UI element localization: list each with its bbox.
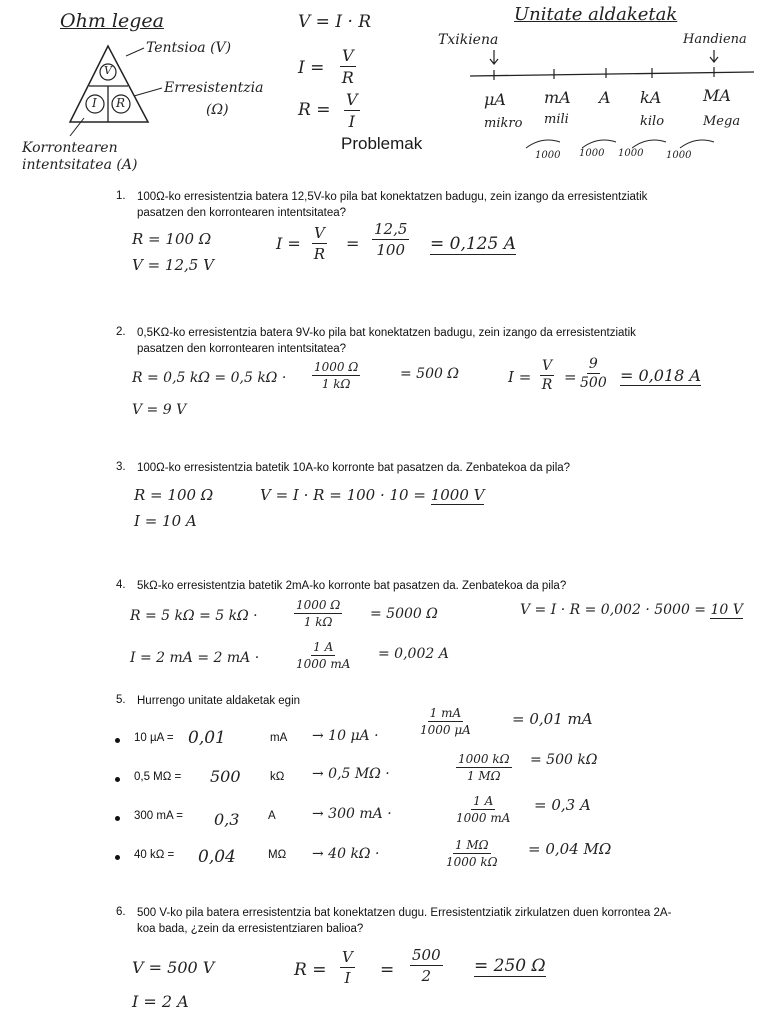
formula-i-den: R	[341, 68, 354, 87]
problem-5-item-3-answer: 0,3	[214, 810, 240, 829]
formula-i-lhs: I =	[298, 58, 325, 78]
problem-1-frac-1-den: R	[313, 245, 326, 263]
problem-5-item-4-frac-den: 1000 kΩ	[446, 855, 498, 869]
units-scale-line	[470, 50, 760, 90]
problem-5-item-1-work: → 10 μA ·	[312, 728, 379, 744]
prefix-kilo: kilo	[640, 114, 665, 129]
problem-4-r-frac	[294, 598, 342, 629]
problem-6-eq-eq: =	[380, 960, 395, 980]
problem-5-item-3-frac	[456, 794, 510, 825]
prefix-mili: mili	[544, 112, 569, 127]
prefix-mega: Mega	[703, 114, 741, 129]
problem-2-r-frac-num: 1000 Ω	[314, 360, 359, 374]
problem-2-i-frac-1	[540, 358, 554, 393]
problem-3-eq	[260, 486, 484, 504]
triangle-r: R	[116, 96, 126, 110]
problem-4-r-frac-num: 1000 Ω	[296, 598, 341, 612]
problem-5-text: Hurrengo unitate aldaketak egin	[137, 695, 301, 707]
problem-3-eq-text: V = I · R = 100 · 10 =	[260, 486, 431, 504]
problem-1-eq-eq: =	[346, 234, 360, 253]
problem-1-frac-1-num: V	[314, 224, 325, 242]
formula-i-num: V	[342, 46, 354, 65]
formula-i-fraction	[340, 46, 356, 87]
problem-4-r-lhs: R = 5 kΩ = 5 kΩ ·	[130, 608, 258, 624]
formula-r-lhs: R =	[298, 100, 331, 120]
units-smallest: Txikiena	[438, 32, 499, 48]
label-erresistentzia-unit: (Ω)	[206, 102, 229, 118]
problem-5-item-2-frac	[456, 752, 512, 783]
scale-a: A	[599, 88, 611, 107]
problem-4-i-frac	[296, 640, 350, 671]
problem-4-r-frac-den: 1 kΩ	[303, 615, 333, 629]
problem-1-given-v: V = 12,5 V	[132, 256, 214, 274]
problem-4-v-result: 10 V	[710, 602, 743, 618]
problem-2-r-frac-den: 1 kΩ	[321, 377, 351, 391]
problem-4-i-frac-num: 1 A	[313, 640, 334, 654]
problem-6-frac-1	[340, 948, 355, 987]
problem-5-item-4-printed: 40 kΩ =	[134, 849, 175, 861]
problem-2-i-eq: =	[564, 368, 577, 386]
problem-1-given-r: R = 100 Ω	[132, 230, 212, 248]
problem-1-eq-lhs: I =	[276, 234, 301, 253]
formula-r-fraction	[344, 90, 360, 131]
problem-4-v-eq-text: V = I · R = 0,002 · 5000 =	[520, 602, 711, 618]
problem-5-bullet-1	[115, 738, 120, 743]
problem-5-item-2-answer: 500	[210, 767, 241, 786]
problem-6-frac-2	[410, 946, 443, 985]
problem-6-given-i: I = 2 A	[132, 992, 189, 1011]
problem-2-i-frac-1-den: R	[541, 377, 553, 393]
problem-5-bullet-2	[115, 777, 120, 782]
problem-5-item-1-printed: 10 µA =	[134, 732, 174, 744]
problem-5-item-4-unit: MΩ	[268, 849, 287, 861]
problem-3-given-i: I = 10 A	[134, 512, 197, 530]
problem-1-frac-2	[372, 220, 409, 259]
problem-4-v-eq	[520, 602, 743, 618]
problem-3-number: 3.	[116, 461, 126, 473]
problem-5-item-2-unit: kΩ	[270, 771, 285, 783]
problem-4-text: 5kΩ-ko erresistentzia batetik 2mA-ko korronte bat pasatzen da. Zenbatekoa da pila?	[137, 580, 567, 592]
problem-2-i-frac-2	[580, 356, 607, 391]
problem-2-i-frac-2-num: 9	[588, 356, 598, 372]
factor-2: 1000	[579, 148, 605, 159]
scale-ka: kA	[640, 88, 662, 107]
problem-4-i-result: = 0,002 A	[378, 646, 449, 662]
problem-1-frac-1	[312, 224, 327, 263]
problem-2-r-result: = 500 Ω	[400, 366, 459, 382]
problem-1-frac-2-den: 100	[376, 241, 406, 259]
problem-4-number: 4.	[116, 579, 126, 591]
problem-5-item-3-printed: 300 mA =	[134, 810, 183, 822]
problem-3-given-r: R = 100 Ω	[134, 486, 214, 504]
factor-3: 1000	[618, 148, 644, 159]
prefix-mikro: mikro	[484, 116, 523, 131]
problem-5-item-2-work: → 0,5 MΩ ·	[312, 766, 390, 782]
problem-5-item-1-unit: mA	[270, 732, 288, 744]
problem-2-i-frac-1-num: V	[542, 358, 553, 374]
problem-2-given-v: V = 9 V	[132, 402, 187, 418]
label-erresistentzia: Erresistentzia	[164, 80, 264, 96]
problem-4-r-result: = 5000 Ω	[370, 606, 438, 622]
problem-5-bullet-3	[115, 816, 120, 821]
units-title: Unitate aldaketak	[514, 4, 678, 25]
problem-5-item-4-frac-num: 1 MΩ	[454, 838, 489, 852]
triangle-v: V	[104, 64, 112, 77]
problem-2-result: = 0,018 A	[620, 366, 701, 385]
formula-r-den: I	[348, 112, 355, 131]
triangle-i: I	[92, 96, 97, 110]
problem-5-item-3-work: → 300 mA ·	[312, 806, 392, 822]
problem-5-item-2-frac-den: 1 MΩ	[466, 769, 501, 783]
problem-5-item-2-frac-num: 1000 kΩ	[458, 752, 510, 766]
problem-1-frac-2-num: 12,5	[374, 220, 408, 238]
problem-6-frac-1-den: I	[344, 969, 351, 987]
problem-5-item-4-work: → 40 kΩ ·	[312, 846, 380, 862]
problem-3-result: 1000 V	[430, 486, 485, 504]
problem-6-number: 6.	[116, 906, 126, 918]
problem-5-item-2-result: = 500 kΩ	[530, 752, 598, 768]
problem-5-item-4-frac	[446, 838, 498, 869]
problem-2-number: 2.	[116, 326, 126, 338]
ohm-title: Ohm legea	[60, 10, 164, 32]
problem-2-i-frac-2-den: 500	[580, 375, 607, 391]
problem-6-eq-lhs: R =	[294, 960, 327, 980]
problem-1-number: 1.	[116, 190, 126, 202]
problem-5-bullet-4	[115, 855, 120, 860]
problem-5-item-3-frac-num: 1 A	[473, 794, 494, 808]
scale-mega-a: MA	[703, 86, 731, 105]
problem-5-number: 5.	[116, 694, 126, 706]
problem-4-i-lhs: I = 2 mA = 2 mA ·	[130, 650, 260, 666]
problem-5-item-4-result: = 0,04 MΩ	[528, 840, 612, 858]
label-korrontea-2: intentsitatea (A)	[22, 157, 138, 173]
problem-5-item-1-result: = 0,01 mA	[512, 710, 593, 728]
problem-5-item-3-unit: A	[268, 810, 276, 822]
problem-5-item-1-answer: 0,01	[188, 728, 226, 748]
problem-5-item-1-frac	[420, 706, 471, 737]
label-korrontea-1: Korrontearen	[22, 140, 118, 156]
problem-6-frac-2-num: 500	[412, 946, 441, 964]
formula-v: V = I · R	[298, 12, 372, 32]
problem-2-r-frac	[312, 360, 360, 391]
formula-r-num: V	[346, 90, 358, 109]
problem-1-text: 100Ω-ko erresistentzia batera 12,5V-ko pila bat konektatzen badugu, zein izango da erresistentziatik pasatzen den korrontearen intentsitatea?	[137, 191, 648, 219]
units-largest: Handiena	[683, 32, 747, 47]
label-tentsioa: Tentsioa (V)	[146, 40, 232, 56]
problem-3-text: 100Ω-ko erresistentzia batetik 10A-ko korronte bat pasatzen da. Zenbatekoa da pila?	[137, 462, 571, 474]
factor-4: 1000	[666, 150, 692, 161]
problem-2-i-lhs: I =	[508, 368, 532, 386]
problem-5-item-2-printed: 0,5 MΩ =	[134, 771, 182, 783]
problem-5-item-4-answer: 0,04	[198, 847, 236, 867]
scale-ua: μA	[484, 90, 506, 109]
problemak-heading: Problemak	[341, 134, 423, 153]
problem-4-i-frac-den: 1000 mA	[296, 657, 351, 671]
problem-5-item-3-result: = 0,3 A	[534, 796, 591, 814]
problem-5-item-3-frac-den: 1000 mA	[456, 811, 511, 825]
problem-5-item-1-frac-den: 1000 μA	[420, 723, 471, 737]
problem-2-text: 0,5KΩ-ko erresistentzia batera 9V-ko pila bat konektatzen badugu, zein izango da erresistentziatik pasatzen den korrontearen intentsitatea?	[137, 327, 636, 355]
problem-6-frac-1-num: V	[342, 948, 353, 966]
problem-6-given-v: V = 500 V	[132, 958, 215, 977]
scale-ma: mA	[544, 88, 571, 107]
problem-6-result: = 250 Ω	[474, 956, 546, 976]
problem-6-frac-2-den: 2	[421, 967, 432, 985]
factor-1: 1000	[535, 150, 561, 161]
problem-5-item-1-frac-num: 1 mA	[429, 706, 462, 720]
problem-1-result: = 0,125 A	[430, 234, 516, 254]
problem-6-text: 500 V-ko pila batera erresistentzia bat konektatzen dugu. Erresistentziatik zirkulatzen duen korrontea 2A-koa bada, ¿zein da erresistentziaren balioa?	[137, 907, 672, 935]
problem-2-r-lhs: R = 0,5 kΩ = 0,5 kΩ ·	[132, 370, 287, 386]
